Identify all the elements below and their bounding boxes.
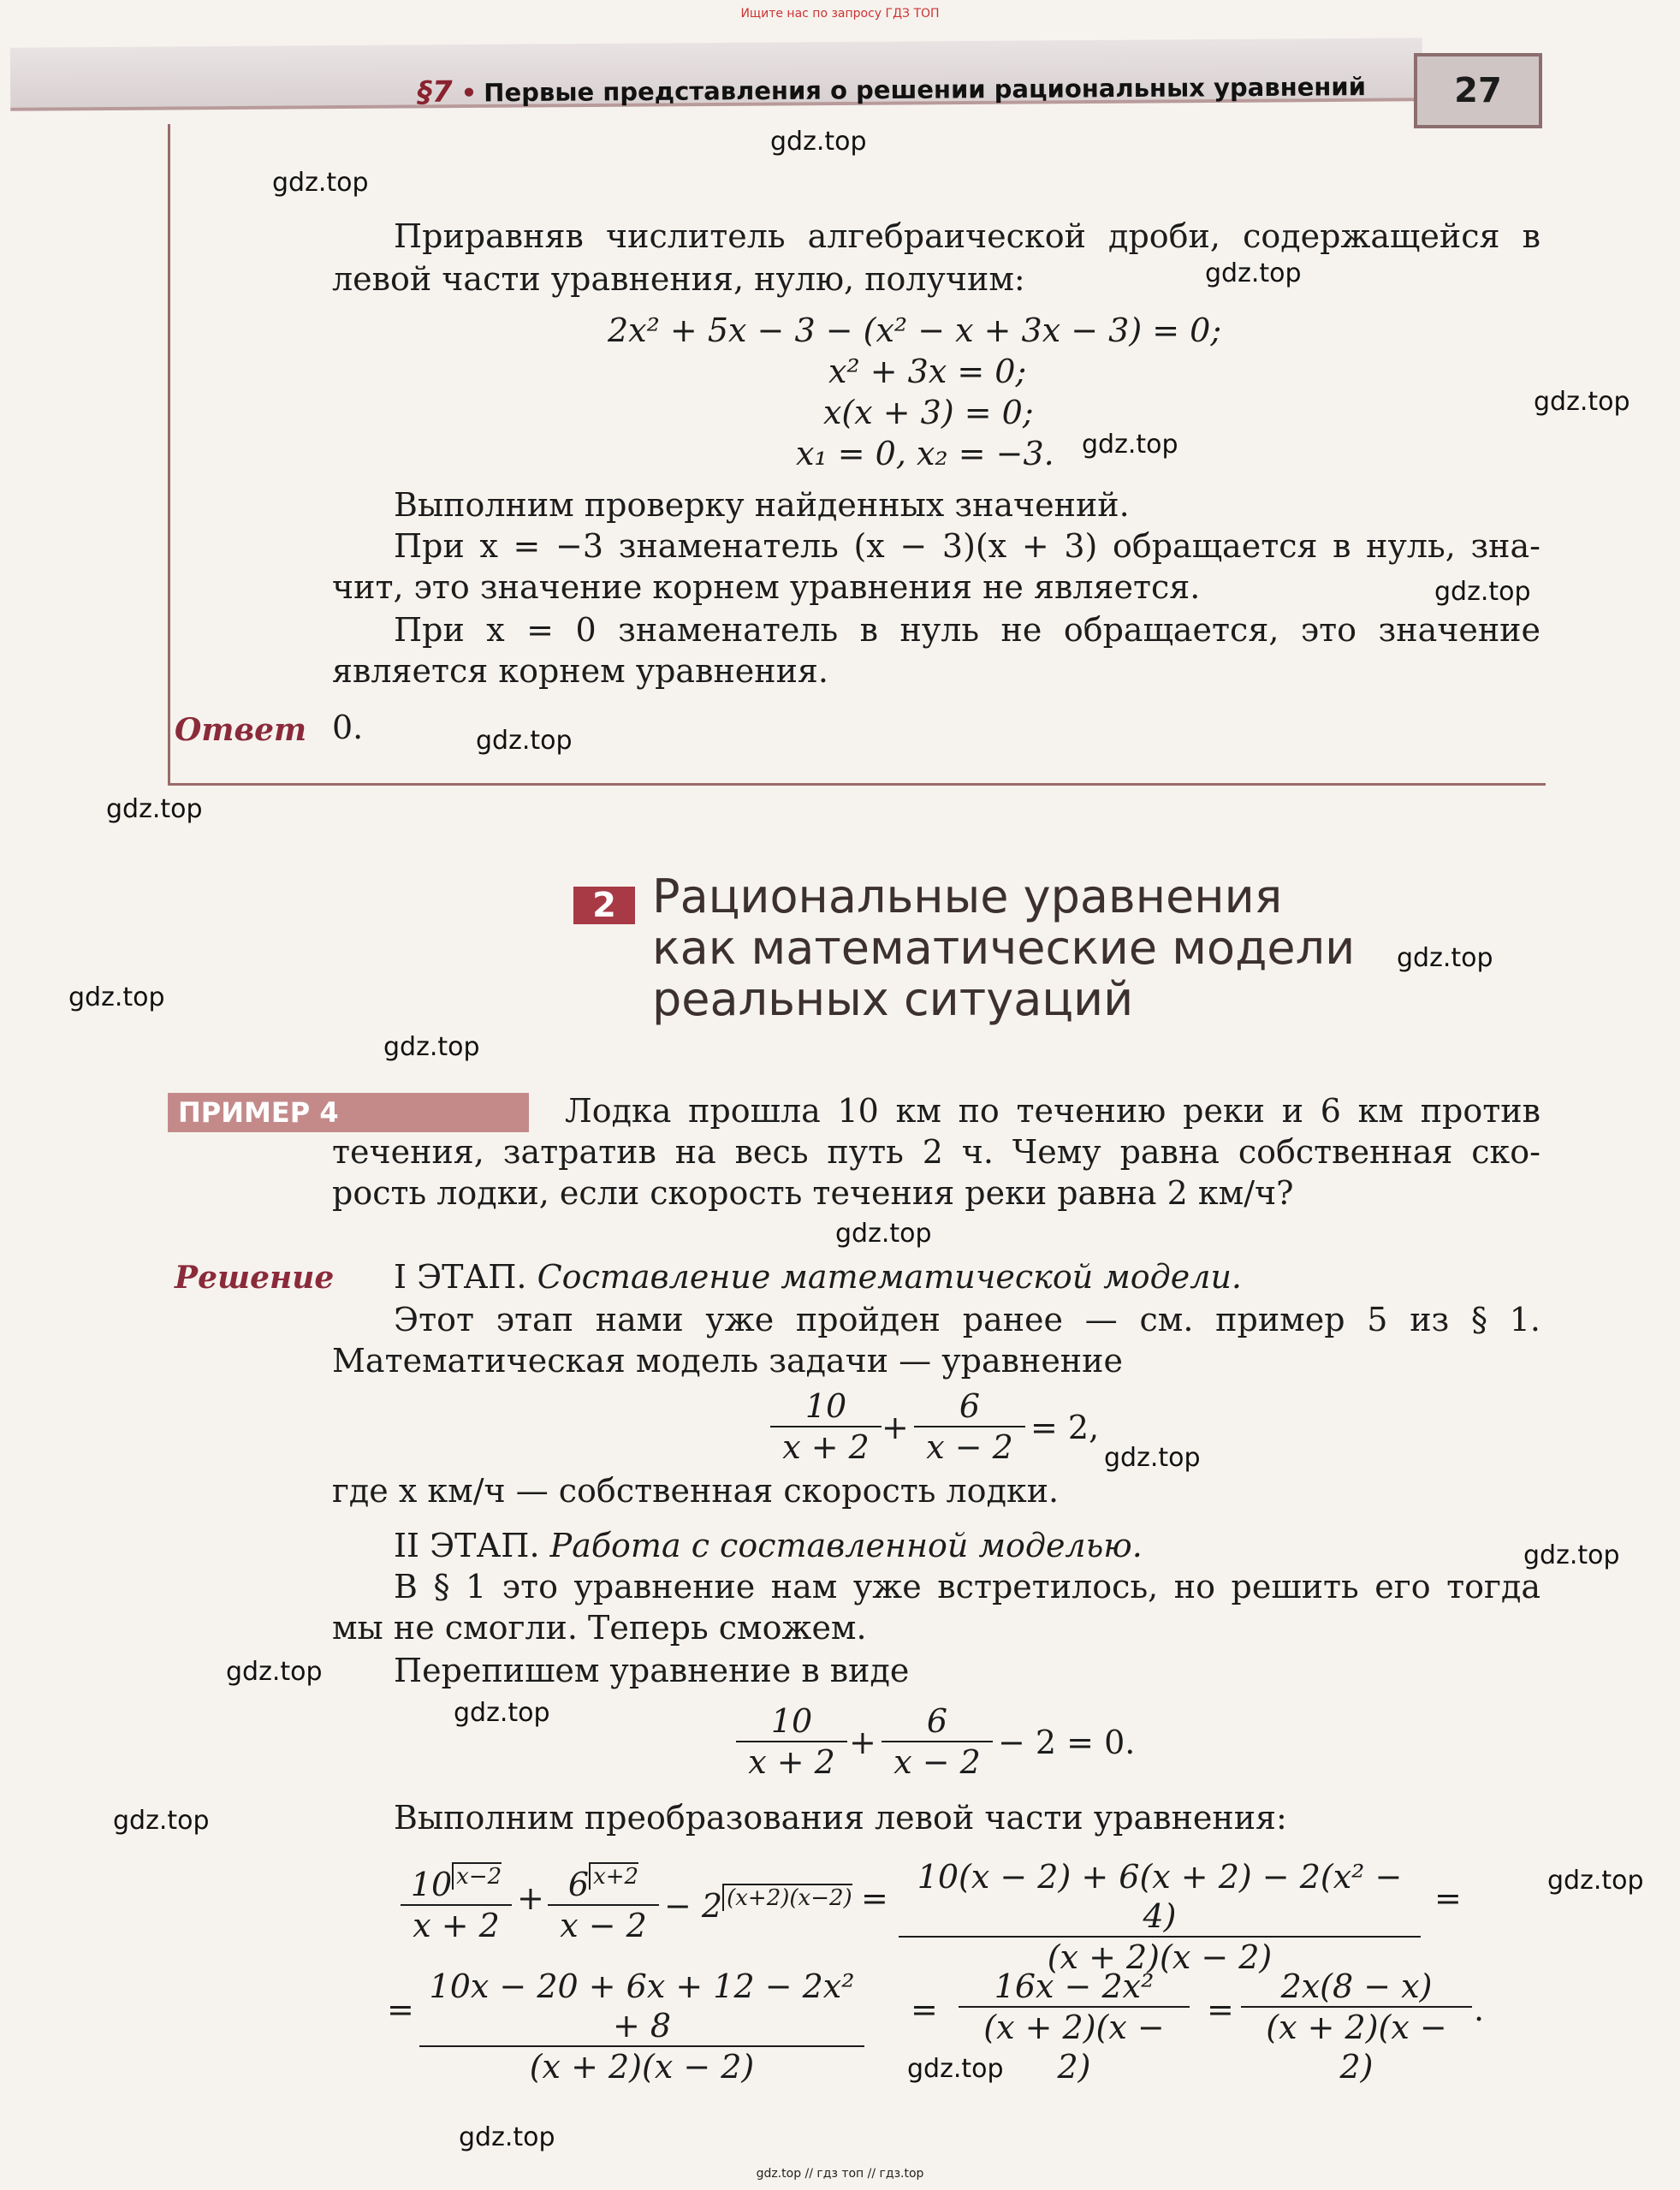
fraction — [548, 1857, 659, 1945]
text-line: чит, это значение корнем уравнения не является. — [332, 568, 1201, 606]
multiplier: x+2 — [589, 1862, 638, 1890]
watermark: gdz.top — [1397, 943, 1493, 973]
text-line: где x км/ч — собственная скорость лодки. — [332, 1472, 1060, 1510]
problem-line: Лодка прошла 10 км по течению реки и 6 км против — [565, 1092, 1540, 1130]
stage-title: Работа с составленной моделью. — [549, 1527, 1143, 1564]
fraction-denominator: (x + 2)(x − 2) — [959, 2006, 1190, 2086]
operator: = — [387, 1991, 414, 2028]
fraction-numerator: 6 — [959, 1387, 981, 1425]
fraction-numerator: 16x − 2x² — [994, 1967, 1155, 2005]
watermark: gdz.top — [272, 168, 369, 198]
fraction — [914, 1386, 1025, 1467]
section-heading-line: реальных ситуаций — [652, 972, 1134, 1026]
fraction-denominator: x + 2 — [770, 1426, 882, 1467]
section-heading-number: 2 — [573, 887, 635, 924]
fraction — [401, 1857, 512, 1945]
footer-watermark: gdz.top // гдз топ // гдз.top — [756, 2167, 924, 2181]
text-line: является корнем уравнения. — [332, 652, 828, 690]
stage-heading — [394, 1256, 1242, 1297]
fraction — [1241, 1967, 1472, 2086]
text-line: левой части уравнения, нулю, получим: — [332, 260, 1025, 298]
example-label: ПРИМЕР 4 — [168, 1093, 529, 1132]
fraction-denominator: x − 2 — [914, 1426, 1025, 1467]
operator: = — [861, 1879, 888, 1917]
fraction-denominator: (x + 2)(x − 2) — [419, 2045, 864, 2086]
fraction-numerator: 10 — [770, 1702, 813, 1740]
operator: = — [911, 1991, 938, 2028]
bullet-icon: • — [460, 78, 478, 108]
answer-value: 0. — [332, 709, 364, 746]
watermark: gdz.top — [68, 982, 165, 1012]
fraction-denominator: x − 2 — [882, 1741, 993, 1782]
equation: 2x² + 5x − 3 − (x² − x + 3x − 3) = 0; — [608, 312, 1222, 349]
watermark: gdz.top — [1205, 258, 1302, 288]
fraction-numerator: 10x − 20 + 6x + 12 − 2x² + 8 — [429, 1967, 855, 2045]
fraction-numerator: 10 $^{x-2}$ — [410, 1864, 502, 1903]
fraction-denominator: (x + 2)(x − 2) — [1241, 2006, 1472, 2086]
operator: + — [849, 1724, 876, 1761]
watermark: gdz.top — [459, 2122, 555, 2152]
text-line: Этот этап нами уже пройден ранее — см. пример 5 из § 1. — [394, 1301, 1540, 1338]
text-line: Математическая модель задачи — уравнение — [332, 1342, 1123, 1380]
stage-title: Составление математической модели. — [537, 1258, 1242, 1296]
fraction-numerator: 6 $^{x+2}$ — [567, 1864, 639, 1903]
fraction — [882, 1701, 993, 1782]
fraction-denominator: x + 2 — [401, 1904, 512, 1945]
equation-rhs: = 2, — [1030, 1409, 1100, 1446]
equation: x² + 3x = 0; — [828, 353, 1027, 390]
watermark: gdz.top — [1104, 1443, 1201, 1473]
operator: = — [1207, 1991, 1234, 2028]
punctuation: . — [1474, 1991, 1485, 2028]
text-line: При x = 0 знаменатель в нуль не обращается, это значение — [394, 611, 1540, 649]
term: − 2 $^{(x+2)(x-2)}$ — [664, 1885, 852, 1925]
text-line: При x = −3 знаменатель (x − 3)(x + 3) обращается в нуль, зна- — [394, 527, 1540, 565]
text-line: В § 1 это уравнение нам уже встретилось, но решить его тогда — [394, 1568, 1540, 1605]
fraction — [899, 1857, 1421, 1977]
section-heading-line: как математические модели — [652, 921, 1356, 975]
problem-line: течения, затратив на весь путь 2 ч. Чему равна собственная ско- — [332, 1133, 1540, 1171]
section-heading-line: Рациональные уравнения — [652, 869, 1283, 923]
chapter-title: Первые представления о решении рациональных уравнений — [484, 72, 1367, 108]
fraction-numerator: 10(x − 2) + 6(x + 2) − 2(x² − 4) — [917, 1858, 1403, 1935]
fraction — [770, 1386, 882, 1467]
watermark: gdz.top — [1523, 1540, 1620, 1570]
equation: x₁ = 0, x₂ = −3. — [796, 435, 1054, 472]
multiplier: (x+2)(x−2) — [722, 1884, 852, 1911]
section-number: §7 — [417, 74, 453, 110]
watermark: gdz.top — [226, 1657, 323, 1687]
fraction-denominator: x − 2 — [548, 1904, 659, 1945]
equation-rhs: − 2 = 0. — [998, 1724, 1136, 1761]
watermark: gdz.top — [1534, 387, 1630, 417]
page-number: 27 — [1414, 53, 1542, 128]
fraction-numerator: 6 — [926, 1702, 948, 1740]
fraction-denominator: x + 2 — [736, 1741, 847, 1782]
watermark: gdz.top — [383, 1032, 480, 1062]
answer-label: Ответ — [175, 712, 307, 748]
stage-prefix: II ЭТАП. — [394, 1527, 540, 1564]
solution-label: Решение — [175, 1260, 335, 1296]
solution-frame-left — [168, 124, 170, 783]
text-line: Выполним преобразования левой части уравнения: — [394, 1799, 1287, 1837]
operator: + — [517, 1879, 544, 1917]
fraction — [736, 1701, 847, 1782]
watermark: gdz.top — [113, 1806, 210, 1836]
watermark: gdz.top — [835, 1219, 932, 1249]
fraction-numerator: 2x(8 − x) — [1280, 1967, 1433, 2005]
multiplier: x−2 — [452, 1862, 502, 1890]
watermark: gdz.top — [1082, 430, 1178, 460]
watermark: gdz.top — [454, 1698, 550, 1728]
solution-frame-bottom — [168, 783, 1546, 786]
watermark: gdz.top — [907, 2054, 1004, 2084]
watermark: gdz.top — [106, 794, 203, 824]
watermark: gdz.top — [1434, 577, 1531, 607]
operator: = — [1434, 1879, 1462, 1917]
text-line: Перепишем уравнение в виде — [394, 1652, 910, 1689]
problem-line: рость лодки, если скорость течения реки равна 2 км/ч? — [332, 1174, 1294, 1212]
watermark: gdz.top — [476, 726, 573, 756]
stage-heading — [394, 1525, 1143, 1566]
operator: + — [882, 1409, 909, 1446]
watermark: gdz.top — [1547, 1866, 1644, 1896]
stage-prefix: I ЭТАП. — [394, 1258, 527, 1296]
watermark: gdz.top — [770, 127, 867, 157]
fraction-numerator: 10 — [804, 1387, 847, 1425]
fraction-denominator: (x + 2)(x − 2) — [899, 1936, 1421, 1977]
text-line: Выполним проверку найденных значений. — [394, 486, 1130, 524]
text-line: мы не смогли. Теперь сможем. — [332, 1609, 867, 1647]
top-note: Ищите нас по запросу ГДЗ ТОП — [740, 7, 940, 21]
page-header — [418, 68, 1366, 110]
equation: x(x + 3) = 0; — [823, 394, 1034, 431]
text-line: Приравняв числитель алгебраической дроби, содержащейся в — [394, 217, 1540, 255]
fraction — [419, 1967, 864, 2086]
